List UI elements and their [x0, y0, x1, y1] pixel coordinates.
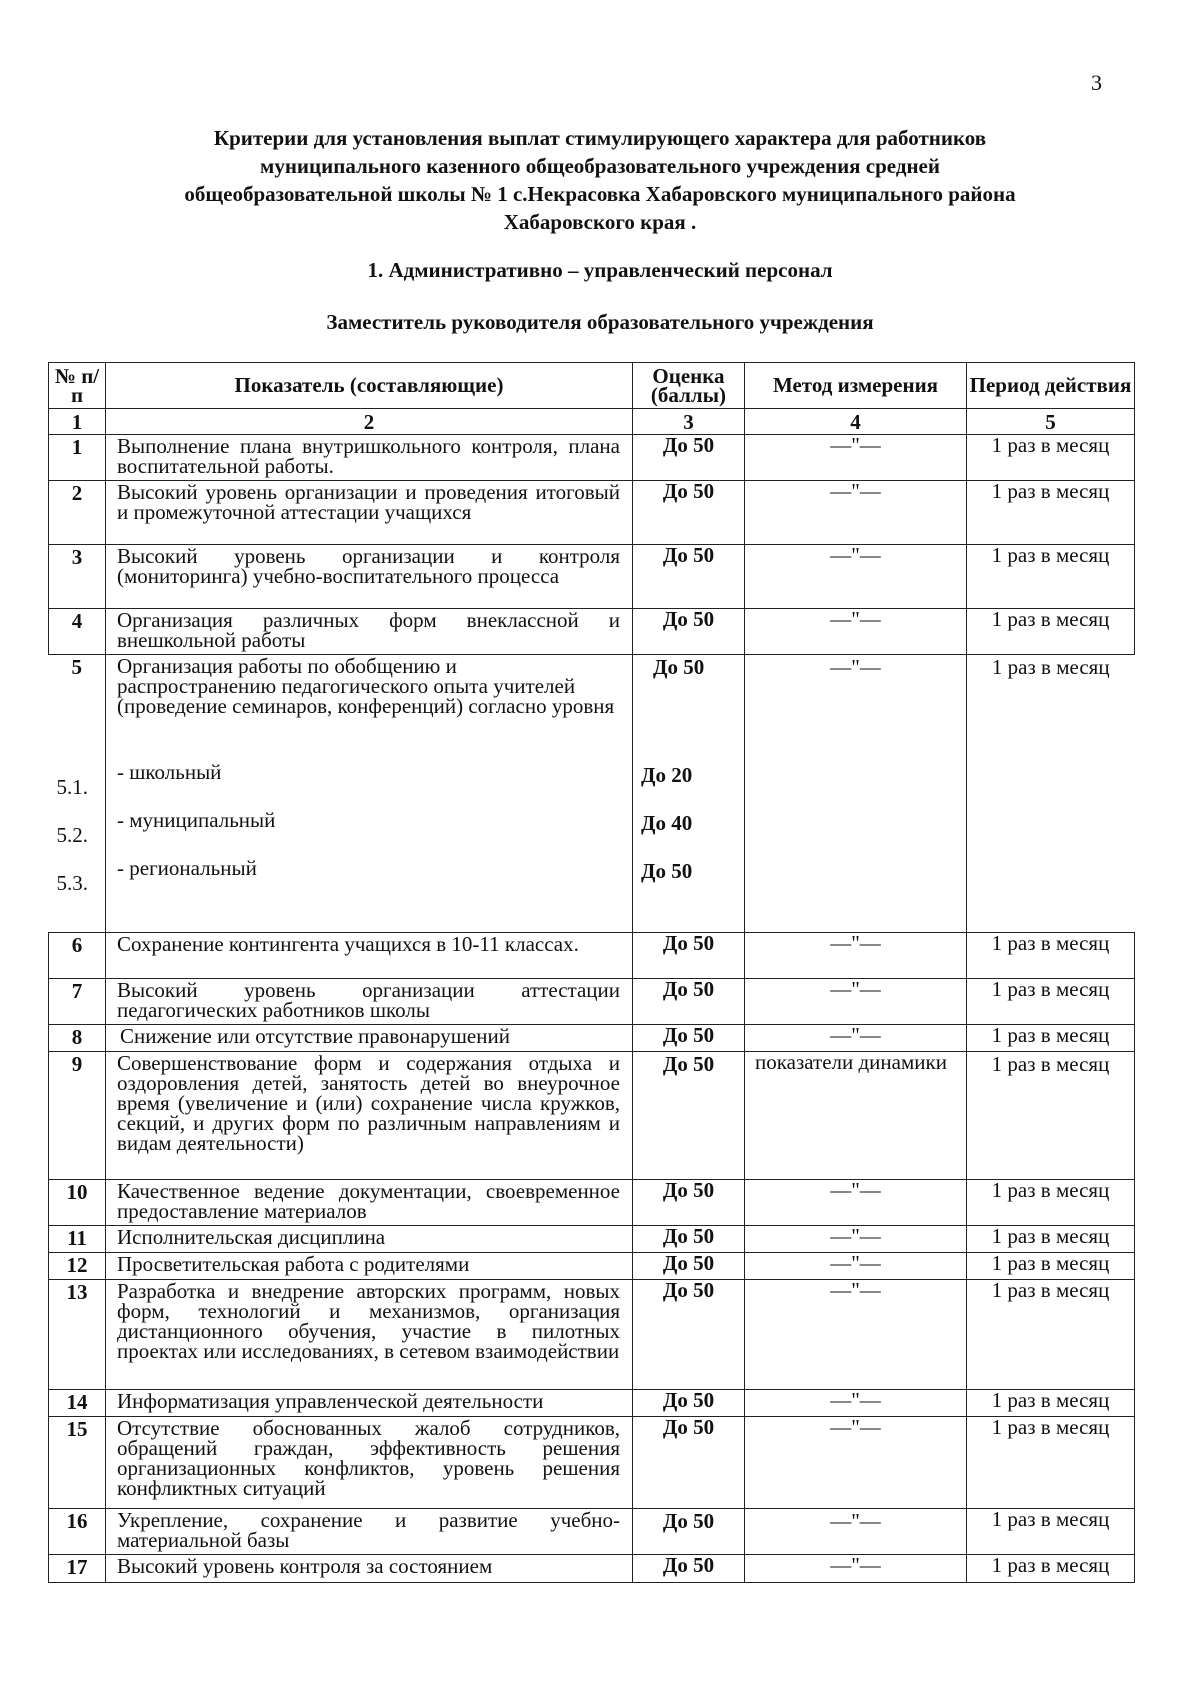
- row-score: До 50: [633, 1180, 745, 1226]
- table-row: [49, 655, 1135, 933]
- row-num: 14: [49, 1390, 106, 1417]
- row-score: До 50: [633, 1052, 745, 1180]
- row-num: 7: [49, 979, 106, 1025]
- row-score: До 50: [633, 979, 745, 1025]
- row-period: 1 раз в месяц: [967, 933, 1135, 979]
- table-row: [49, 435, 1135, 481]
- row-indicator-text: Организация работы по обобщению и распространению педагогического опыта учителей (проведение семинаров, конференций) согласно уровня: [117, 654, 615, 718]
- row-score: [633, 655, 745, 933]
- row-period: 1 раз в месяц: [967, 1226, 1135, 1253]
- table-row: [49, 1555, 1135, 1583]
- row-indicator: [106, 655, 633, 933]
- table-row: [49, 1417, 1135, 1509]
- row-num: 4: [49, 609, 106, 655]
- row-method: —"—: [745, 1555, 967, 1583]
- row-indicator: Снижение или отсутствие правонарушений: [106, 1025, 633, 1052]
- row-indicator: Совершенствование форм и содержания отдыха и оздоровления детей, занятость детей во внеурочное время (увеличение и (или) сохранение числа кружков, секций, и других форм по различным направлениям и видам деятельности): [106, 1052, 633, 1180]
- row-method: —"—: [745, 545, 967, 609]
- row-indicator: Сохранение контингента учащихся в 10-11 классах.: [106, 933, 633, 979]
- table-row: [49, 979, 1135, 1025]
- subsection-title: Заместитель руководителя образовательного учреждения: [326, 310, 874, 334]
- table-row: [49, 545, 1135, 609]
- row-indicator: Исполнительская дисциплина: [106, 1226, 633, 1253]
- row-score: До 50: [633, 1253, 745, 1280]
- row-method: —"—: [745, 1280, 967, 1390]
- header-indicator: Показатель (составляющие): [106, 363, 633, 409]
- table-row: [49, 1253, 1135, 1280]
- subitem-score: До 20: [641, 763, 693, 787]
- row-num: 15: [49, 1417, 106, 1509]
- row-num-text: 5: [71, 655, 82, 679]
- subitem-label: - региональный: [117, 856, 257, 880]
- subitem-label: - муниципальный: [117, 808, 276, 832]
- title-line: общеобразовательной школы № 1 с.Некрасовка Хабаровского муниципального района: [184, 182, 1016, 206]
- row-indicator: Информатизация управленческой деятельности: [106, 1390, 633, 1417]
- column-number-row: [49, 409, 1135, 435]
- section-title: 1. Административно – управленческий персонал: [367, 258, 833, 282]
- criteria-table: [48, 362, 1135, 1583]
- row-indicator: Качественное ведение документации, своевременное предоставление материалов: [106, 1180, 633, 1226]
- header-num: № п/п: [49, 363, 106, 409]
- row-indicator: Высокий уровень контроля за состоянием: [106, 1555, 633, 1583]
- row-period: 1 раз в месяц: [967, 481, 1135, 545]
- row-score: До 50: [633, 1390, 745, 1417]
- row-indicator: Отсутствие обоснованных жалоб сотрудников, обращений граждан, эффективность решения организационных конфликтов, уровень решения конфликтных ситуаций: [106, 1417, 633, 1509]
- table-row: [49, 1390, 1135, 1417]
- row-method: —"—: [745, 1180, 967, 1226]
- row-period: 1 раз в месяц: [967, 655, 1135, 933]
- col-number: 4: [745, 409, 967, 435]
- header-score: Оценка (баллы): [633, 363, 745, 409]
- subitem-num: 5.3.: [56, 871, 88, 895]
- row-method: —"—: [745, 435, 967, 481]
- row-num: 6: [49, 933, 106, 979]
- title-line: Критерии для установления выплат стимулирующего характера для работников: [213, 126, 987, 150]
- row-indicator: Организация различных форм внеклассной и внешкольной работы: [106, 609, 633, 655]
- row-score: До 50: [633, 1025, 745, 1052]
- row-score: До 50: [633, 1555, 745, 1583]
- row-period: 1 раз в месяц: [967, 1052, 1135, 1180]
- row-period: 1 раз в месяц: [967, 979, 1135, 1025]
- table-row: [49, 933, 1135, 979]
- row-period: 1 раз в месяц: [967, 609, 1135, 655]
- row-period: 1 раз в месяц: [967, 1417, 1135, 1509]
- table-row: [49, 609, 1135, 655]
- row-method: —"—: [745, 1253, 967, 1280]
- row-score: До 50: [633, 545, 745, 609]
- subitem-label: - школьный: [117, 760, 222, 784]
- row-method: —"—: [745, 655, 967, 933]
- row-period: 1 раз в месяц: [967, 1253, 1135, 1280]
- row-score: До 50: [633, 1417, 745, 1509]
- header-period: Период действия: [967, 363, 1135, 409]
- document-title: [100, 124, 1100, 236]
- row-indicator: Укрепление, сохранение и развитие учебно-материальной базы: [106, 1509, 633, 1555]
- row-indicator: Высокий уровень организации и проведения итоговый и промежуточной аттестации учащихся: [106, 481, 633, 545]
- row-method: —"—: [745, 933, 967, 979]
- table-row: [49, 1052, 1135, 1180]
- row-num: 2: [49, 481, 106, 545]
- row-num: 9: [49, 1052, 106, 1180]
- table-row: [49, 1025, 1135, 1052]
- row-score: До 50: [633, 435, 745, 481]
- row-num: 8: [49, 1025, 106, 1052]
- row-method: —"—: [745, 1390, 967, 1417]
- row-period: 1 раз в месяц: [967, 1555, 1135, 1583]
- col-number: 2: [106, 409, 633, 435]
- row-method: —"—: [745, 1226, 967, 1253]
- row-method: —"—: [745, 481, 967, 545]
- row-score-text: До 50: [653, 655, 705, 679]
- table-row: [49, 1226, 1135, 1253]
- row-method: —"—: [745, 1509, 967, 1555]
- subitem-score: До 40: [641, 811, 693, 835]
- row-indicator: Высокий уровень организации аттестации педагогических работников школы: [106, 979, 633, 1025]
- title-line: муниципального казенного общеобразовательного учреждения средней: [260, 154, 940, 178]
- row-score: До 50: [633, 481, 745, 545]
- row-period: 1 раз в месяц: [967, 1509, 1135, 1555]
- row-period: 1 раз в месяц: [967, 435, 1135, 481]
- row-num: 13: [49, 1280, 106, 1390]
- row-method: —"—: [745, 1417, 967, 1509]
- subitem-score: До 50: [641, 859, 693, 883]
- row-num: 3: [49, 545, 106, 609]
- row-num: 1: [49, 435, 106, 481]
- row-period: 1 раз в месяц: [967, 1390, 1135, 1417]
- row-score: До 50: [633, 609, 745, 655]
- table-row: [49, 1280, 1135, 1390]
- row-indicator: Разработка и внедрение авторских программ, новых форм, технологий и механизмов, организация дистанционного обучения, участие в пилотных проектах или исследованиях, в сетевом взаимодействии: [106, 1280, 633, 1390]
- row-num: 10: [49, 1180, 106, 1226]
- row-indicator: Высокий уровень организации и контроля (мониторинга) учебно-воспитательного процесса: [106, 545, 633, 609]
- row-num: 17: [49, 1555, 106, 1583]
- row-period: 1 раз в месяц: [967, 545, 1135, 609]
- col-number: 3: [633, 409, 745, 435]
- row-score: До 50: [633, 1509, 745, 1555]
- row-method: —"—: [745, 979, 967, 1025]
- col-number: 5: [967, 409, 1135, 435]
- page-number: 3: [1091, 70, 1102, 95]
- row-method: показатели динамики: [745, 1052, 967, 1180]
- table-row: [49, 1180, 1135, 1226]
- subitem-num: 5.2.: [56, 823, 88, 847]
- row-indicator: Просветительская работа с родителями: [106, 1253, 633, 1280]
- row-method: —"—: [745, 1025, 967, 1052]
- col-number: 1: [49, 409, 106, 435]
- table-row: [49, 1509, 1135, 1555]
- row-num: 16: [49, 1509, 106, 1555]
- row-period: 1 раз в месяц: [967, 1280, 1135, 1390]
- row-score: До 50: [633, 1226, 745, 1253]
- table-row: [49, 481, 1135, 545]
- subitem-num: 5.1.: [56, 775, 88, 799]
- row-indicator: Выполнение плана внутришкольного контроля, плана воспитательной работы.: [106, 435, 633, 481]
- title-line: Хабаровского края .: [503, 210, 697, 234]
- row-period: 1 раз в месяц: [967, 1025, 1135, 1052]
- table-header-row: [49, 363, 1135, 409]
- row-score: До 50: [633, 1280, 745, 1390]
- row-score: До 50: [633, 933, 745, 979]
- row-num: 12: [49, 1253, 106, 1280]
- row-period: 1 раз в месяц: [967, 1180, 1135, 1226]
- row-num: [49, 655, 106, 933]
- header-method: Метод измерения: [745, 363, 967, 409]
- row-method: —"—: [745, 609, 967, 655]
- row-num: 11: [49, 1226, 106, 1253]
